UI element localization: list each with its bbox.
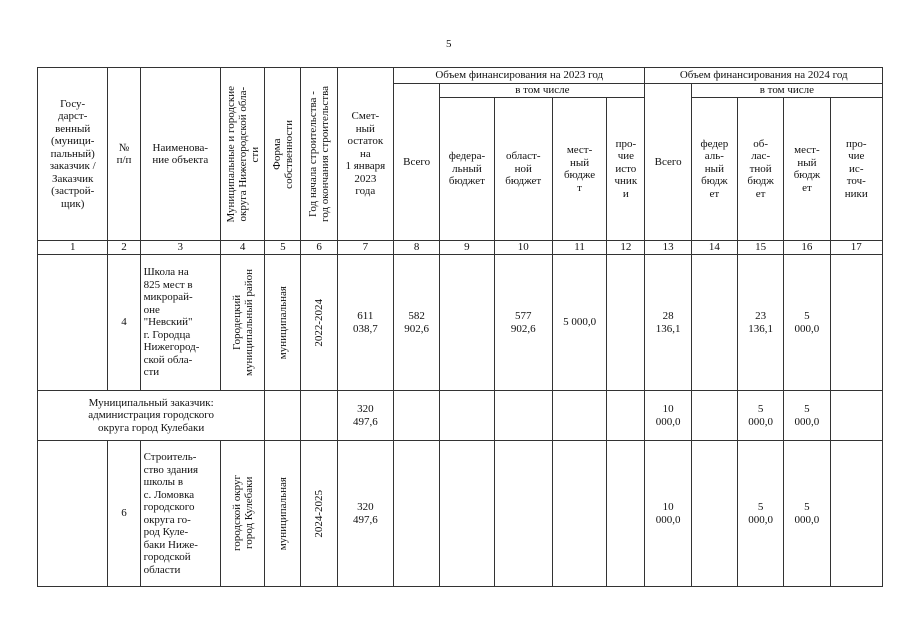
column-number: 8: [394, 241, 440, 255]
table-row: [38, 255, 883, 391]
subtotal-other-2024: [830, 391, 882, 441]
subtotal-local-2024: 5 000,0: [784, 391, 830, 441]
subtotal-form: [265, 391, 301, 441]
column-number-row: [38, 241, 883, 255]
row1-remainder: 611 038,7: [337, 255, 393, 391]
row2-local-2024: 5 000,0: [784, 441, 830, 587]
page-number: 5: [446, 38, 452, 50]
column-number: 11: [552, 241, 606, 255]
row1-municipal: [221, 255, 265, 391]
row2-other-2024: [830, 441, 882, 587]
financing-table: [37, 67, 883, 587]
row2-total-2023: [394, 441, 440, 587]
row2-municipal: [221, 441, 265, 587]
row1-years-text: 2022-2024: [313, 298, 326, 347]
header-total-2024: Всего: [645, 84, 691, 241]
column-number: 16: [784, 241, 830, 255]
column-number: 4: [221, 241, 265, 255]
row1-other-2023: [607, 255, 645, 391]
header-federal-2024: федер аль- ный бюдж ет: [691, 98, 737, 241]
row1-form: [265, 255, 301, 391]
row1-other-2024: [830, 255, 882, 391]
column-number: 15: [738, 241, 784, 255]
row1-federal-2023: [440, 255, 494, 391]
subtotal-regional-2023: [494, 391, 552, 441]
header-regional-2024: об- лас- тной бюдж ет: [738, 98, 784, 241]
row2-regional-2024: 5 000,0: [738, 441, 784, 587]
row2-total-2024: 10 000,0: [645, 441, 691, 587]
table-row: [38, 441, 883, 587]
row2-municipal-text: городской округ город Кулебаки: [230, 475, 255, 552]
column-number: 14: [691, 241, 737, 255]
subtotal-total-2024: 10 000,0: [645, 391, 691, 441]
subtotal-years: [301, 391, 337, 441]
row2-name: Строитель- ство здания школы в с. Ломовка городского округа го- род Куле- баки Ниже- городской области: [140, 441, 220, 587]
column-number: 2: [108, 241, 140, 255]
header-customer: Госу- дарст- венный (муници- пальный) заказчик / Заказчик (застрой- щик): [38, 68, 108, 241]
row2-form: [265, 441, 301, 587]
header-num: № п/п: [108, 68, 140, 241]
row2-other-2023: [607, 441, 645, 587]
column-number: 9: [440, 241, 494, 255]
subtotal-other-2023: [607, 391, 645, 441]
header-municipal: [221, 68, 265, 241]
header-years-text: Год начала строительства - год окончания строительства: [307, 86, 332, 222]
row2-regional-2023: [494, 441, 552, 587]
row1-customer: [38, 255, 108, 391]
header-incl-2024: в том числе: [691, 84, 882, 98]
row1-form-text: муниципальная: [276, 285, 289, 360]
column-number: 7: [337, 241, 393, 255]
column-number: 6: [301, 241, 337, 255]
header-incl-2023: в том числе: [440, 84, 645, 98]
row2-federal-2023: [440, 441, 494, 587]
subtotal-total-2023: [394, 391, 440, 441]
subtotal-federal-2024: [691, 391, 737, 441]
column-number: 5: [265, 241, 301, 255]
row1-total-2024: 28 136,1: [645, 255, 691, 391]
header-local-2023: мест- ный бюдже т: [552, 98, 606, 241]
header-name: Наименова- ние объекта: [140, 68, 220, 241]
row2-customer: [38, 441, 108, 587]
header-form: [265, 68, 301, 241]
row1-local-2024: 5 000,0: [784, 255, 830, 391]
header-total-2023: Всего: [394, 84, 440, 241]
header-remainder: Смет- ный остаток на 1 января 2023 года: [337, 68, 393, 241]
subtotal-remainder: 320 497,6: [337, 391, 393, 441]
row2-years: [301, 441, 337, 587]
row2-years-text: 2024-2025: [313, 489, 326, 538]
row2-local-2023: [552, 441, 606, 587]
subtotal-regional-2024: 5 000,0: [738, 391, 784, 441]
column-number: 12: [607, 241, 645, 255]
row1-federal-2024: [691, 255, 737, 391]
row2-federal-2024: [691, 441, 737, 587]
header-federal-2023: федера- льный бюджет: [440, 98, 494, 241]
row1-local-2023: 5 000,0: [552, 255, 606, 391]
subtotal-row: [38, 391, 883, 441]
header-fin-2024: Объем финансирования на 2024 год: [645, 68, 883, 84]
row1-total-2023: 582 902,6: [394, 255, 440, 391]
header-other-2023: про- чие исто чник и: [607, 98, 645, 241]
header-years: [301, 68, 337, 241]
row1-regional-2023: 577 902,6: [494, 255, 552, 391]
row2-remainder: 320 497,6: [337, 441, 393, 587]
column-number: 1: [38, 241, 108, 255]
subtotal-local-2023: [552, 391, 606, 441]
column-number: 10: [494, 241, 552, 255]
header-regional-2023: област- ной бюджет: [494, 98, 552, 241]
row1-municipal-text: Городецкий муниципальный район: [230, 269, 255, 376]
header-local-2024: мест- ный бюдж ет: [784, 98, 830, 241]
header-form-text: Форма собственности: [270, 119, 295, 189]
column-number: 13: [645, 241, 691, 255]
header-municipal-text: Муниципальные и городские округа Нижегородской обла- сти: [224, 85, 261, 223]
row1-num: 4: [108, 255, 140, 391]
row1-regional-2024: 23 136,1: [738, 255, 784, 391]
subtotal-federal-2023: [440, 391, 494, 441]
row2-num: 6: [108, 441, 140, 587]
row2-form-text: муниципальная: [276, 476, 289, 551]
header-other-2024: про- чие ис- точ- ники: [830, 98, 882, 241]
column-number: 17: [830, 241, 882, 255]
column-number: 3: [140, 241, 220, 255]
row1-years: [301, 255, 337, 391]
subtotal-label: Муниципальный заказчик: администрация городского округа город Кулебаки: [38, 391, 265, 441]
row1-name: Школа на 825 мест в микрорай- оне "Невский" г. Городца Нижегород- ской обла- сти: [140, 255, 220, 391]
header-fin-2023: Объем финансирования на 2023 год: [394, 68, 645, 84]
